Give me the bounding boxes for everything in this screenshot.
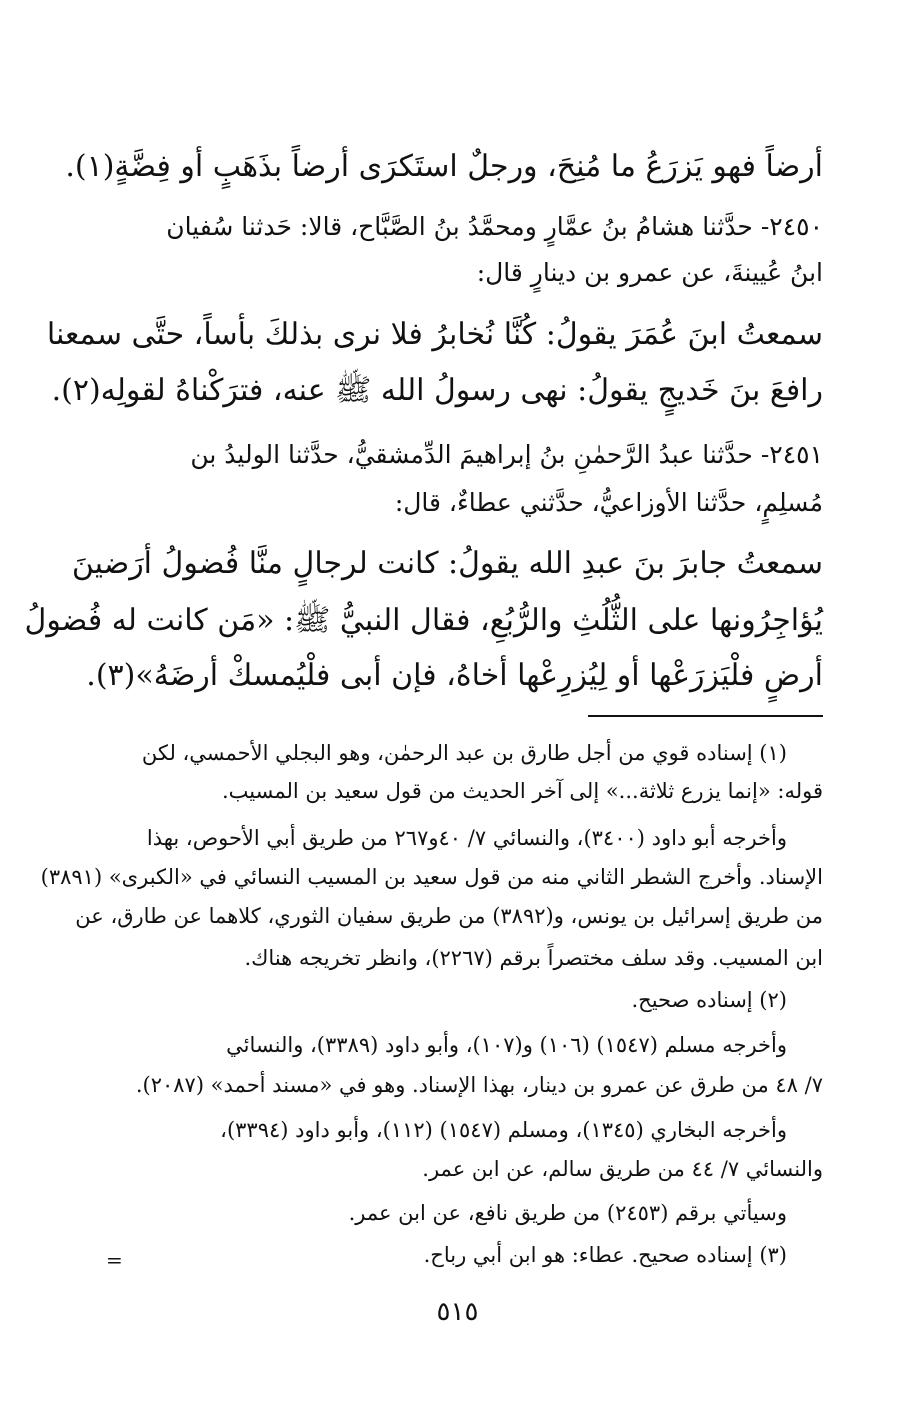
text-line: أرضٍ فلْيَزرَعْها أو لِيُزرِعْها أخاهُ، فإن أبى فلْيُمسكْ أرضَهُ»(٣).: [86, 658, 823, 693]
text-line: يُؤاجِرُونها على الثُّلُثِ والرُّبُعِ، فقال النبيُّ ﷺ: «مَن كانت له فُضولُ: [24, 603, 823, 638]
footnote-separator: [588, 715, 823, 717]
footnote-line: وسيأتي برقم (٢٤٥٣) من طريق نافع، عن ابن عمر.: [348, 1201, 787, 1225]
footnote-line: وأخرجه أبو داود (٣٤٠٠)، والنسائي ٧/ ٤٠و٢٦٧ من طريق أبي الأحوص، بهذا: [146, 826, 787, 850]
footnote-line: والنسائي ٧/ ٤٤ من طريق سالم، عن ابن عمر.: [422, 1157, 823, 1181]
footnote-line: ابن المسيب. وقد سلف مختصراً برقم (٢٢٦٧)، وانظر تخريجه هناك.: [244, 946, 823, 970]
text-line: مُسلِمٍ، حدَّثنا الأوزاعيُّ، حدَّثني عطاءٌ، قال:: [394, 488, 823, 517]
continuation-mark: =: [106, 1248, 123, 1272]
footnote-line: (١) إسناده قوي من أجل طارق بن عبد الرحمٰن، وهو البجلي الأحمسي، لكن: [141, 741, 787, 765]
text-line: أرضاً فهو يَزرَعُ ما مُنِحَ، ورجلٌ استَكرَى أرضاً بذَهَبٍ أو فِضَّةٍ(١).: [65, 149, 823, 184]
text-line: ابنُ عُيينةَ، عن عمرو بن دينارٍ قال:: [476, 258, 823, 287]
text-line: سمعتُ ابنَ عُمَرَ يقولُ: كُنَّا نُخابرُ فلا نرى بذلكَ بأساً، حتَّى سمعنا: [46, 317, 823, 352]
text-line: رافعَ بنَ خَديجٍ يقولُ: نهى رسولُ الله ﷺ عنه، فترَكْناهُ لقولِه(٢).: [51, 373, 823, 408]
footnote-line: (٢) إسناده صحيح.: [631, 988, 787, 1012]
footnote-line: قوله: «إنما يزرع ثلاثة...» إلى آخر الحديث من قول سعيد بن المسيب.: [221, 779, 823, 803]
footnote-line: من طريق إسرائيل بن يونس، و(٣٨٩٢) من طريق سفيان الثوري، كلاهما عن طارق، عن: [75, 904, 823, 928]
footnote-line: وأخرجه البخاري (١٣٤٥)، ومسلم (١٥٤٧) (١١٢)، وأبو داود (٣٣٩٤)،: [220, 1118, 787, 1142]
footnote-line: ٧/ ٤٨ من طرق عن عمرو بن دينار، بهذا الإسناد. وهو في «مسند أحمد» (٢٠٨٧).: [135, 1073, 823, 1097]
hadith-number-line: ٢٤٥٠- حدَّثنا هشامُ بنُ عمَّارٍ ومحمَّدُ بنُ الصَّبَّاح، قالا: حَدثنا سُفيان: [166, 212, 823, 241]
text-line: سمعتُ جابرَ بنَ عبدِ الله يقولُ: كانت لرجالٍ منَّا فُضولُ أرَضينَ: [71, 546, 823, 581]
footnote-line: وأخرجه مسلم (١٥٤٧) (١٠٦) و(١٠٧)، وأبو داود (٣٣٨٩)، والنسائي: [226, 1033, 787, 1057]
footnote-line: الإسناد. وأخرج الشطر الثاني منه من قول سعيد بن المسيب النسائي في «الكبرى» (٣٨٩١): [40, 865, 823, 889]
footnote-line: (٣) إسناده صحيح. عطاء: هو ابن أبي رباح.: [423, 1243, 787, 1267]
page-number: ٥١٥: [436, 1297, 479, 1327]
hadith-number-line: ٢٤٥١- حدَّثنا عبدُ الرَّحمٰنِ بنُ إبراهيمَ الدِّمشقيُّ، حدَّثنا الوليدُ بن: [190, 440, 823, 469]
